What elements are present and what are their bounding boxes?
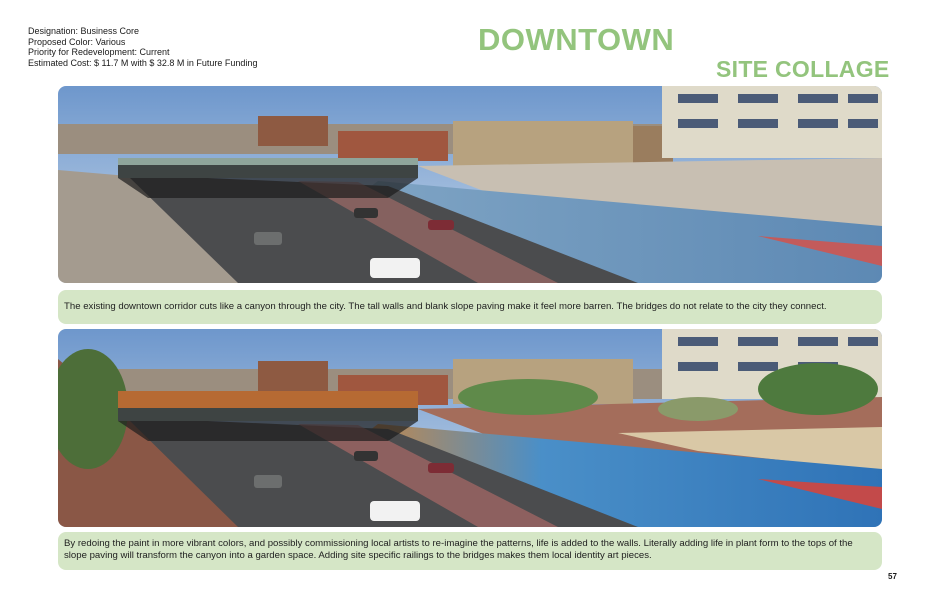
proposed-corridor-photo — [58, 329, 882, 527]
project-meta — [28, 26, 257, 68]
designation-text: Designation: Business Core — [28, 26, 140, 36]
proposed-corridor-caption: By redoing the paint in more vibrant colors, and possibly commissioning local artists to re-imagine the patterns, life is added to the walls. Literally adding life in plant form to the tops of the slope paving will transform the canyon into a garden space. Adding site specific railings to the bridges makes them local identity art pieces. — [58, 532, 882, 570]
estimated-cost-text: Estimated Cost: $ 11.7 M with $ 32.8 M in Future Funding — [28, 57, 258, 68]
existing-corridor-photo — [58, 86, 882, 283]
page-subtitle: SITE COLLAGE — [716, 56, 890, 82]
page-title: DOWNTOWN — [478, 22, 675, 57]
page-number: 57 — [888, 572, 897, 581]
priority-text: Priority for Redevelopment: Current — [28, 47, 170, 57]
proposed-color-text: Proposed Color: Various — [28, 36, 126, 47]
existing-corridor-caption: The existing downtown corridor cuts like a canyon through the city. The tall walls and blank slope paving make it feel more barren. The bridges do not relate to the city they connect. — [58, 290, 882, 324]
